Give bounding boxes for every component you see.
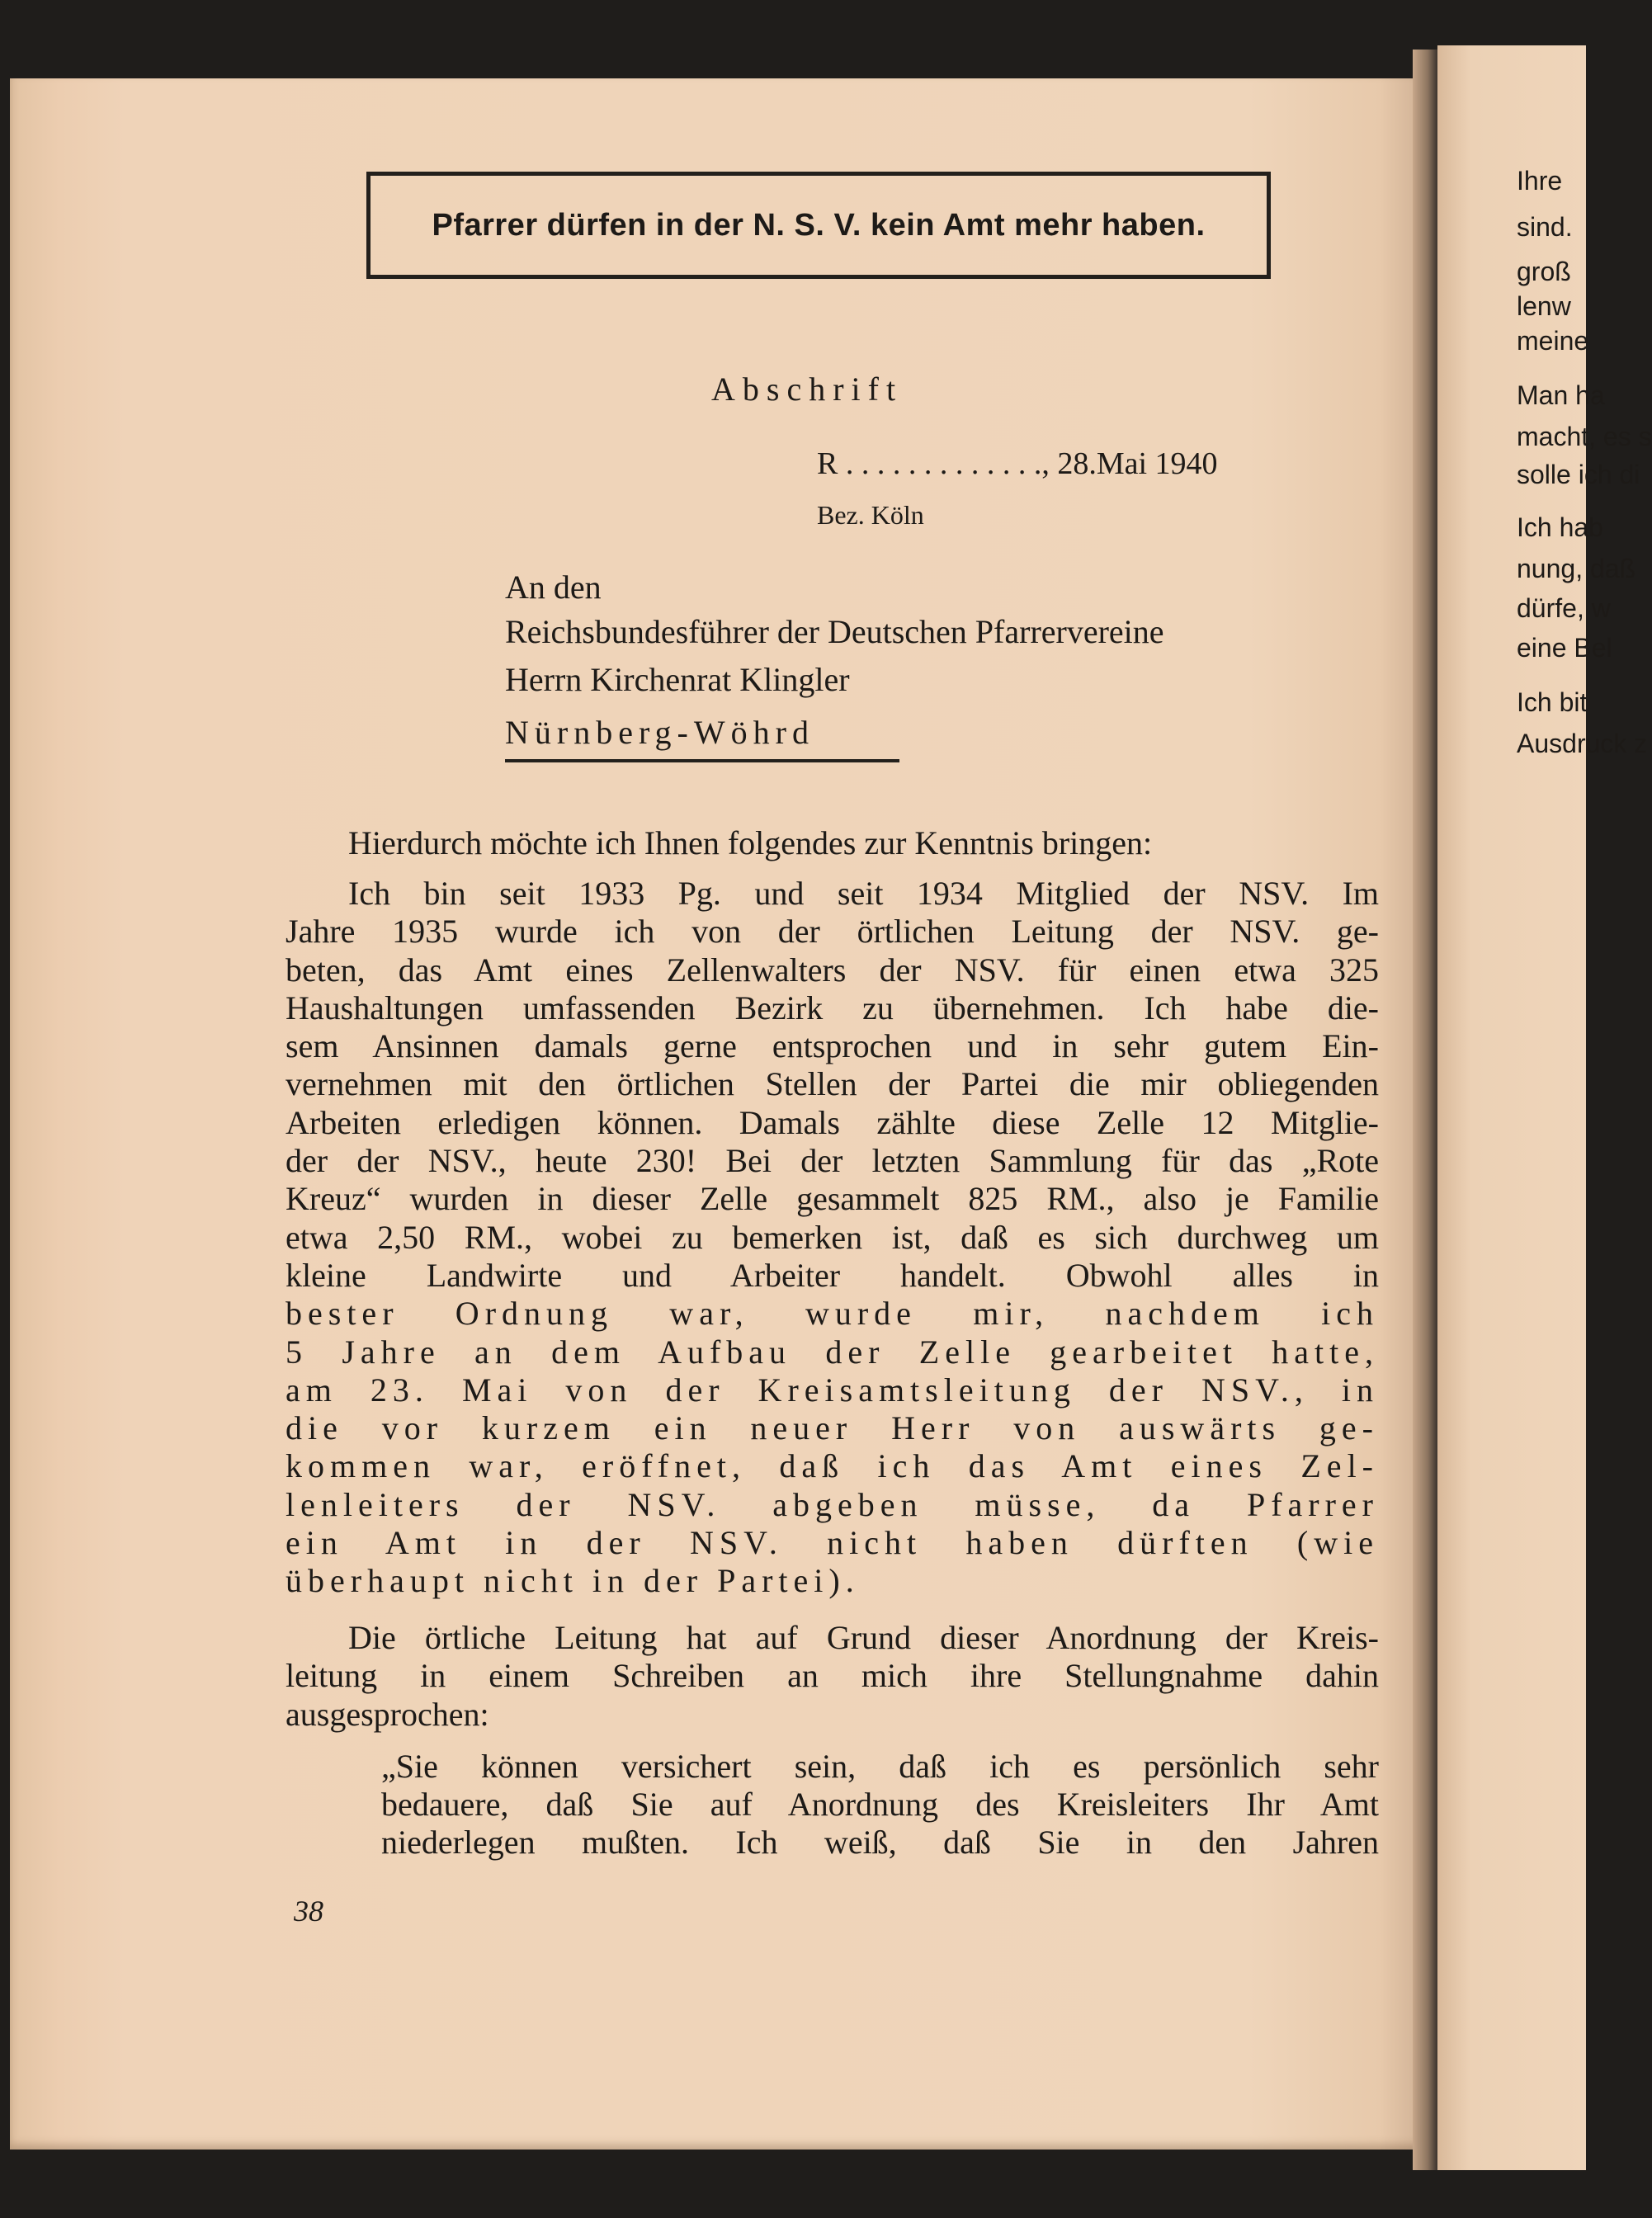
letter-heading: Abschrift: [711, 370, 904, 408]
district: Bez. Köln: [817, 500, 924, 530]
right-page-fragment: sind.: [1517, 212, 1573, 242]
right-page-fragment: macht, es s: [1517, 422, 1652, 451]
text-line: bester Ordnung war, wurde mir, nachdem ich: [286, 1295, 1379, 1333]
right-page-fragment: solle ich di: [1517, 460, 1640, 489]
right-page-fragment: lenw: [1517, 291, 1571, 321]
header-box: [366, 172, 1271, 279]
address-line: Reichsbundesführer der Deutschen Pfarrervereine: [505, 613, 1164, 650]
text-line: Jahre 1935 wurde ich von der örtlichen Leitung der NSV. ge-: [286, 913, 1379, 951]
quote-block: [381, 1748, 1379, 1862]
paragraph-2: [286, 1619, 1379, 1734]
address-underline: [505, 759, 899, 762]
intro-sentence: Hierdurch möchte ich Ihnen folgendes zur Kenntnis bringen:: [348, 824, 1153, 861]
right-page-fragment: eine Bel: [1517, 633, 1612, 663]
text-line: sem Ansinnen damals gerne entsprochen und in sehr gutem Ein-: [286, 1027, 1379, 1065]
text-line: ausgesprochen:: [286, 1695, 489, 1733]
text-line: Ich bin seit 1933 Pg. und seit 1934 Mitglied der NSV. Im: [348, 875, 1379, 912]
right-page-fragment: Man ha: [1517, 380, 1605, 410]
book-spine: [1413, 50, 1437, 2170]
right-page-fragment: groß: [1517, 257, 1571, 286]
text-line: vernehmen mit den örtlichen Stellen der Partei die mir obliegenden: [286, 1065, 1379, 1103]
right-page-fragment: nung, daß: [1517, 554, 1636, 583]
right-page-fragment: Ausdruck z: [1517, 729, 1648, 758]
quote-line: bedauere, daß Sie auf Anordnung des Kreisleiters Ihr Amt: [381, 1786, 1379, 1823]
header-title: Pfarrer dürfen in der N. S. V. kein Amt mehr haben.: [432, 207, 1206, 243]
text-line: der der NSV., heute 230! Bei der letzten Sammlung für das „Rote: [286, 1142, 1379, 1180]
text-line: Die örtliche Leitung hat auf Grund dieser Anordnung der Kreis-: [348, 1619, 1379, 1656]
paragraph-1: [286, 875, 1379, 1601]
quote-line: niederlegen mußten. Ich weiß, daß Sie in den Jahren: [381, 1824, 1379, 1861]
text-line: Haushaltungen umfassenden Bezirk zu übernehmen. Ich habe die-: [286, 989, 1379, 1026]
text-line: Arbeiten erledigen können. Damals zählte diese Zelle 12 Mitglie-: [286, 1103, 1379, 1141]
text-line: kommen war, eröffnet, daß ich das Amt eines Zel-: [286, 1447, 1379, 1485]
text-line: etwa 2,50 RM., wobei zu bemerken ist, daß es sich durchweg um: [286, 1218, 1379, 1256]
right-page-fragment: Ihre: [1517, 166, 1563, 196]
right-page-fragment: Ich hab: [1517, 512, 1603, 542]
text-line: ein Amt in der NSV. nicht haben dürften (wie: [286, 1524, 1379, 1562]
text-line: lenleiters der NSV. abgeben müsse, da Pfarrer: [286, 1485, 1379, 1523]
right-page-fragment: meine: [1517, 326, 1589, 356]
text-line: die vor kurzem ein neuer Herr von auswärts ge-: [286, 1409, 1379, 1447]
text-line: Kreuz“ wurden in dieser Zelle gesammelt 825 RM., also je Familie: [286, 1180, 1379, 1218]
right-page-fragment: Ich bit: [1517, 687, 1588, 717]
text-line: beten, das Amt eines Zellenwalters der NSV. für einen etwa 325: [286, 951, 1379, 989]
page-number: 38: [294, 1895, 323, 1928]
quote-line: „Sie können versichert sein, daß ich es persönlich sehr: [381, 1748, 1379, 1785]
address-line: An den: [505, 569, 602, 606]
address-line: Nürnberg-Wöhrd: [505, 714, 814, 751]
text-line: leitung in einem Schreiben an mich ihre Stellungnahme dahin: [286, 1657, 1379, 1695]
text-line: 5 Jahre an dem Aufbau der Zelle gearbeitet hatte,: [286, 1333, 1379, 1371]
text-line: kleine Landwirte und Arbeiter handelt. Obwohl alles in: [286, 1256, 1379, 1294]
text-line: überhaupt nicht in der Partei).: [286, 1562, 860, 1600]
address-line: Herrn Kirchenrat Klingler: [505, 661, 850, 698]
text-line: am 23. Mai von der Kreisamtsleitung der NSV., in: [286, 1371, 1379, 1409]
place-date: R . . . . . . . . . . . . ., 28.Mai 1940: [817, 446, 1218, 481]
right-page: [1437, 45, 1652, 2170]
right-page-fragment: dürfe, w: [1517, 593, 1611, 623]
